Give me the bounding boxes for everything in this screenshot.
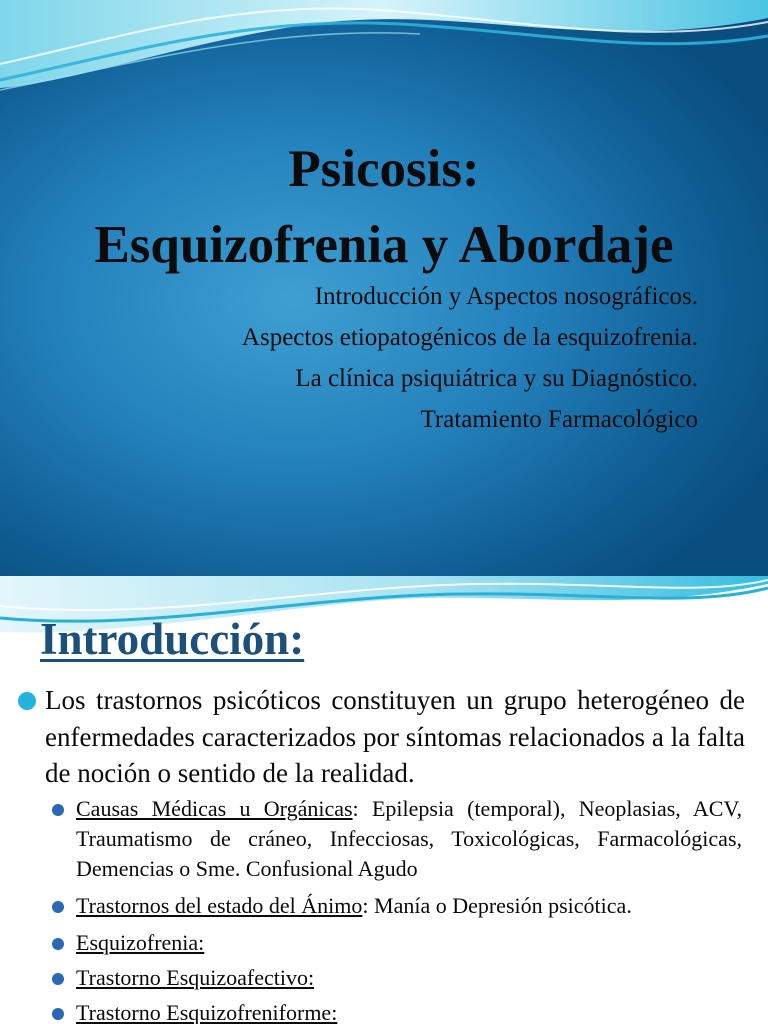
sub-bullet bbox=[76, 891, 742, 921]
introduction-slide bbox=[0, 576, 768, 1024]
bullet-dot-icon bbox=[52, 804, 64, 816]
subtitle-list bbox=[242, 276, 698, 440]
subtitle-line: La clínica psiquiátrica y su Diagnóstico. bbox=[295, 365, 698, 392]
subtitle-line: Tratamiento Farmacológico bbox=[420, 406, 698, 433]
sub-bullet-label: Trastorno Esquizoafectivo: bbox=[76, 965, 315, 990]
slide-title bbox=[20, 132, 748, 284]
bullet-dot-icon bbox=[52, 938, 64, 950]
subtitle-line: Introducción y Aspectos nosográficos. bbox=[314, 283, 698, 310]
main-bullet-text: Los trastornos psicóticos constituyen un grupo heterogéneo de enfermedades caracterizados por síntomas relacionados a la falta de noción o sentido de la realidad. bbox=[45, 685, 745, 788]
bullet-dot-icon bbox=[52, 901, 64, 913]
title-line-2: Esquizofrenia y Abordaje bbox=[94, 215, 674, 274]
sub-bullet-text: : Manía o Depresión psicótica. bbox=[362, 893, 632, 918]
sub-bullet bbox=[76, 998, 742, 1024]
sub-bullet-label: Trastornos del estado del Ánimo bbox=[76, 893, 363, 918]
sub-bullet-text: : Epilepsia (temporal), Neoplasias, ACV, Traumatismo de cráneo, Infecciosas, Toxicológicas, Farmacológicas, Demencias o Sme. Confusional Agudo bbox=[76, 796, 742, 881]
sub-bullet bbox=[76, 794, 742, 884]
main-bullet bbox=[45, 682, 745, 792]
sub-bullet-label: Esquizofrenia: bbox=[76, 930, 205, 955]
bullet-dot-icon bbox=[52, 973, 64, 985]
sub-bullet bbox=[76, 963, 742, 993]
sub-bullet-label: Trastorno Esquizofreniforme: bbox=[76, 1000, 338, 1024]
top-wave-decoration bbox=[0, 0, 768, 95]
sub-bullet bbox=[76, 928, 742, 958]
bullet-dot-icon bbox=[18, 692, 36, 710]
bullet-dot-icon bbox=[52, 1008, 64, 1020]
section-heading: Introducción: bbox=[40, 614, 305, 664]
sub-bullet-label: Causas Médicas u Orgánicas bbox=[76, 796, 353, 821]
subtitle-line: Aspectos etiopatogénicos de la esquizofrenia. bbox=[241, 324, 698, 351]
title-line-1: Psicosis: bbox=[288, 140, 480, 198]
